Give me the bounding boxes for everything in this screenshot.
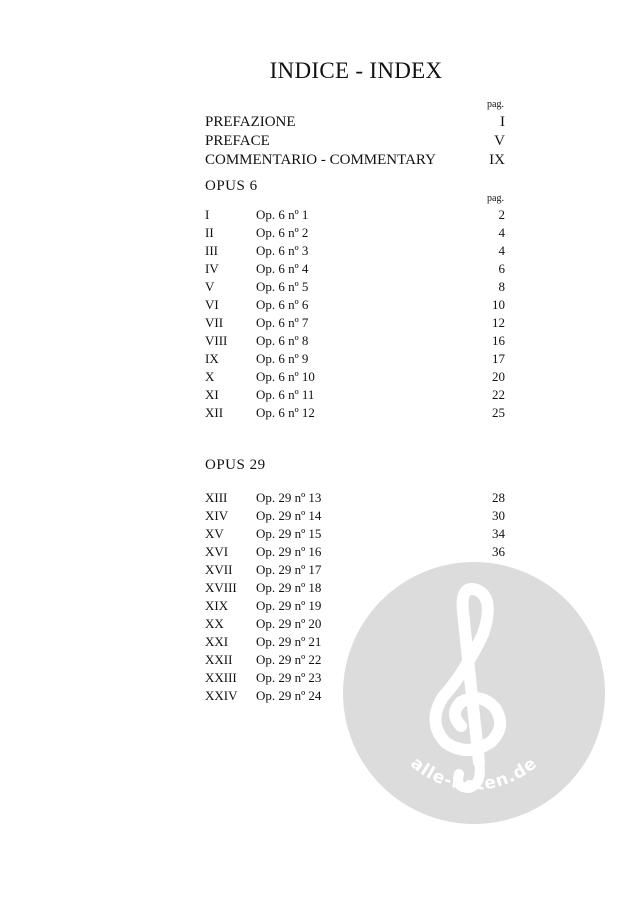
entry-number: XXIII <box>205 670 237 685</box>
index-entry <box>205 224 505 242</box>
entry-page: 22 <box>492 387 505 402</box>
entry-opus: Op. 6 nº 1 <box>256 207 309 222</box>
opus6-list <box>205 206 505 422</box>
entry-number: VII <box>205 315 224 330</box>
entry-number: XXII <box>205 652 233 667</box>
entry-opus: Op. 6 nº 10 <box>256 369 315 384</box>
index-entry <box>205 278 505 296</box>
entry-opus: Op. 29 nº 19 <box>256 598 322 613</box>
entry-opus: Op. 6 nº 3 <box>256 243 309 258</box>
entry-page: V <box>494 133 505 149</box>
entry-opus: Op. 29 nº 15 <box>256 526 322 541</box>
entry-opus: Op. 29 nº 21 <box>256 634 322 649</box>
index-entry <box>205 525 505 543</box>
entry-opus: Op. 29 nº 16 <box>256 544 322 559</box>
page-column-label: pag. <box>487 193 504 204</box>
entry-number: XVI <box>205 544 229 559</box>
entry-page: 30 <box>492 508 505 523</box>
front-matter-item <box>205 132 505 151</box>
entry-number: XVII <box>205 562 233 577</box>
front-matter-list <box>205 113 505 170</box>
page-title: INDICE - INDEX <box>269 58 443 83</box>
opus6-heading: OPUS 6 <box>205 178 258 194</box>
entry-label: COMMENTARIO - COMMENTARY <box>205 152 436 168</box>
entry-number: I <box>205 207 210 222</box>
entry-number: XX <box>205 616 224 631</box>
index-entry <box>205 242 505 260</box>
entry-opus: Op. 6 nº 5 <box>256 279 309 294</box>
entry-number: XIX <box>205 598 229 613</box>
entry-page: 25 <box>492 405 505 420</box>
entry-page: 12 <box>492 315 505 330</box>
watermark <box>343 562 605 824</box>
entry-page: 4 <box>498 225 505 240</box>
entry-number: III <box>205 243 218 258</box>
entry-opus: Op. 6 nº 7 <box>256 315 309 330</box>
entry-opus: Op. 29 nº 14 <box>256 508 322 523</box>
index-entry <box>205 296 505 314</box>
entry-number: XV <box>205 526 224 541</box>
entry-page: 34 <box>492 526 505 541</box>
index-entry <box>205 350 505 368</box>
page-column-label: pag. <box>487 99 504 110</box>
entry-page: 8 <box>498 279 505 294</box>
entry-opus: Op. 29 nº 22 <box>256 652 322 667</box>
entry-page: 4 <box>498 243 505 258</box>
index-entry <box>205 260 505 278</box>
entry-opus: Op. 29 nº 13 <box>256 490 322 505</box>
entry-page: 6 <box>498 261 505 276</box>
entry-page: IX <box>489 152 505 168</box>
entry-number: X <box>205 369 215 384</box>
entry-number: XXIV <box>205 688 238 703</box>
entry-number: XVIII <box>205 580 237 595</box>
entry-opus: Op. 6 nº 11 <box>256 387 315 402</box>
entry-page: 17 <box>492 351 505 366</box>
entry-number: XI <box>205 387 219 402</box>
front-matter-item <box>205 151 505 170</box>
entry-opus: Op. 6 nº 4 <box>256 261 309 276</box>
index-entry <box>205 543 505 561</box>
index-entry <box>205 368 505 386</box>
entry-page: I <box>500 114 505 130</box>
entry-page: 10 <box>492 297 505 312</box>
index-entry <box>205 332 505 350</box>
index-entry <box>205 314 505 332</box>
entry-opus: Op. 6 nº 8 <box>256 333 309 348</box>
index-entry <box>205 206 505 224</box>
entry-number: V <box>205 279 215 294</box>
entry-number: XIII <box>205 490 228 505</box>
index-entry <box>205 386 505 404</box>
entry-opus: Op. 6 nº 6 <box>256 297 309 312</box>
index-entry <box>205 507 505 525</box>
entry-number: XII <box>205 405 224 420</box>
watermark-text: alle-noten.de <box>406 753 542 795</box>
entry-opus: Op. 6 nº 2 <box>256 225 309 240</box>
entry-label: PREFAZIONE <box>205 114 296 130</box>
entry-opus: Op. 29 nº 24 <box>256 688 322 703</box>
entry-number: IV <box>205 261 219 276</box>
entry-page: 16 <box>492 333 505 348</box>
opus29-heading: OPUS 29 <box>205 457 266 473</box>
entry-opus: Op. 29 nº 20 <box>256 616 322 631</box>
entry-number: XIV <box>205 508 229 523</box>
index-entry <box>205 404 505 422</box>
entry-opus: Op. 29 nº 17 <box>256 562 322 577</box>
entry-number: VI <box>205 297 219 312</box>
entry-opus: Op. 6 nº 12 <box>256 405 315 420</box>
entry-opus: Op. 6 nº 9 <box>256 351 309 366</box>
entry-page: 20 <box>492 369 505 384</box>
entry-page: 36 <box>492 544 505 559</box>
entry-label: PREFACE <box>205 133 270 149</box>
entry-page: 2 <box>498 207 505 222</box>
entry-opus: Op. 29 nº 18 <box>256 580 322 595</box>
entry-page: 28 <box>492 490 505 505</box>
entry-number: II <box>205 225 214 240</box>
entry-number: VIII <box>205 333 228 348</box>
entry-number: XXI <box>205 634 229 649</box>
front-matter-item <box>205 113 505 132</box>
entry-opus: Op. 29 nº 23 <box>256 670 322 685</box>
index-entry <box>205 489 505 507</box>
entry-number: IX <box>205 351 219 366</box>
